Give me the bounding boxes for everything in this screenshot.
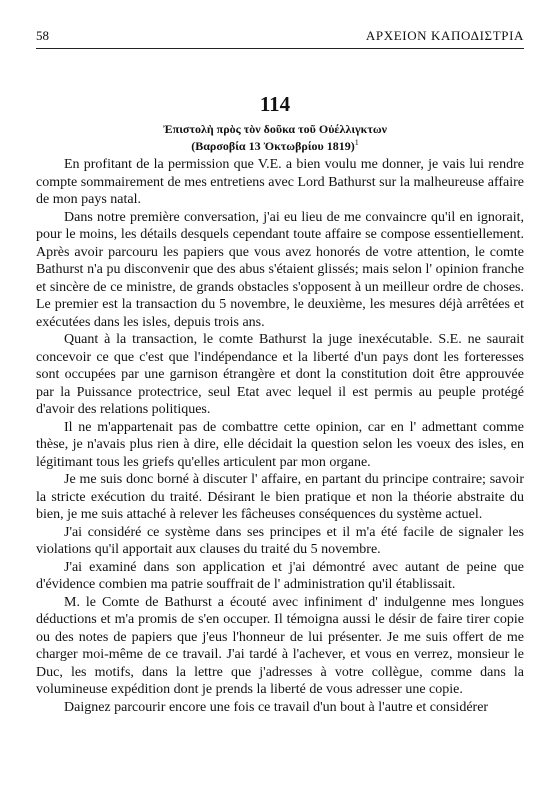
letter-body xyxy=(36,156,524,716)
document-date xyxy=(0,138,550,154)
footnote-marker: 1 xyxy=(354,138,359,147)
paragraph: Je me suis donc borné à discuter l' affaire, en partant du principe contraire; savoir la stricte exécution du traité. Désirant le bien pratique et non la théorie abstraite du bien, je me suis attaché à relever les fâcheuses conséquences du système actuel. xyxy=(36,472,524,522)
page-number: 58 xyxy=(36,28,49,43)
paragraph: M. le Comte de Bathurst a écouté avec infiniment d' indulgenne mes longues déductions et m'a promis de s'en occuper. Il témoigna aussi le désir de faire tirer copie ou des notes de papiers que j'eus l'honneur de lui présenter. Je me suis offert de me charger moi-même de ce travail. J'ai tardé à l'achever, et vous en verrez, monsieur le Duc, les motifs, dans la lettre que j'adresses à votre collègue, comme dans la volumineuse expédition dont je prends la liberté de vous adresser une copie. xyxy=(36,594,524,697)
running-head: ΑΡΧΕΙΟΝ ΚΑΠΟΔΙΣΤΡΙΑ xyxy=(365,28,524,43)
page-header xyxy=(36,26,524,49)
paragraph: En profitant de la permission que V.E. a bien voulu me donner, je vais lui rendre compte sommairement de mes entretiens avec Lord Bathurst sur la malheureuse affaire de mon pays natal. xyxy=(36,157,524,207)
paragraph: J'ai examiné dans son application et j'ai démontré avec autant de peine que d'évidence combien ma patrie souffrait de l' administration qu'il établissait. xyxy=(36,559,524,592)
paragraph: Quant à la transaction, le comte Bathurst la juge inexécutable. S.E. ne saurait concevoir ce que c'est que l'indépendance et la liberté d'un pays dont les forteresses sont occupées par une garnison étrangère et dont la constitution doit être approuvée par la Puissance protectrice, seul Etat avec lequel il est permis au peuple protégé d'avoir des relations politiques. xyxy=(36,332,524,417)
document-number: 114 xyxy=(259,92,291,116)
paragraph: Il ne m'appartenait pas de combattre cette opinion, car en l' admettant comme thèse, je n'avais plus rien à dire, elle décidait la question selon les voeux des isles, en légitimant tous les griefs qu'elles articulent par mon organe. xyxy=(36,419,524,470)
document-date-text: (Βαρσοβία 13 Ὀκτωβρίου 1819) xyxy=(191,139,355,153)
paragraph: Dans notre première conversation, j'ai eu lieu de me convaincre qu'il en ignorait, pour le moins, les détails desquels cependant toute affaire se compose essentiellement. Après avoir parcouru les papiers que vous avez honorés de votre attention, le comte Bathurst n'a pu disconvenir que des abus s'étaient glissés; mais selon l' opinion franche et sincère de ce ministre, de grands obstacles s'opposent à un meilleur ordre de choses. Le premier est la transaction du 5 novembre, le deuxième, les mesures déjà arrêtées et exécutées dans les isles, depuis trois ans. xyxy=(36,209,524,330)
paragraph: Daignez parcourir encore une fois ce travail d'un bout à l'autre et considérer xyxy=(64,699,489,715)
document-title: Ἐπιστολὴ πρὸς τὸν δοῦκα τοῦ Οὐέλλιγκτων xyxy=(163,122,387,136)
paragraph: J'ai considéré ce système dans ses principes et il m'a été facile de signaler les violations qu'il apportait aux clauses du traité du 5 novembre. xyxy=(36,524,524,557)
